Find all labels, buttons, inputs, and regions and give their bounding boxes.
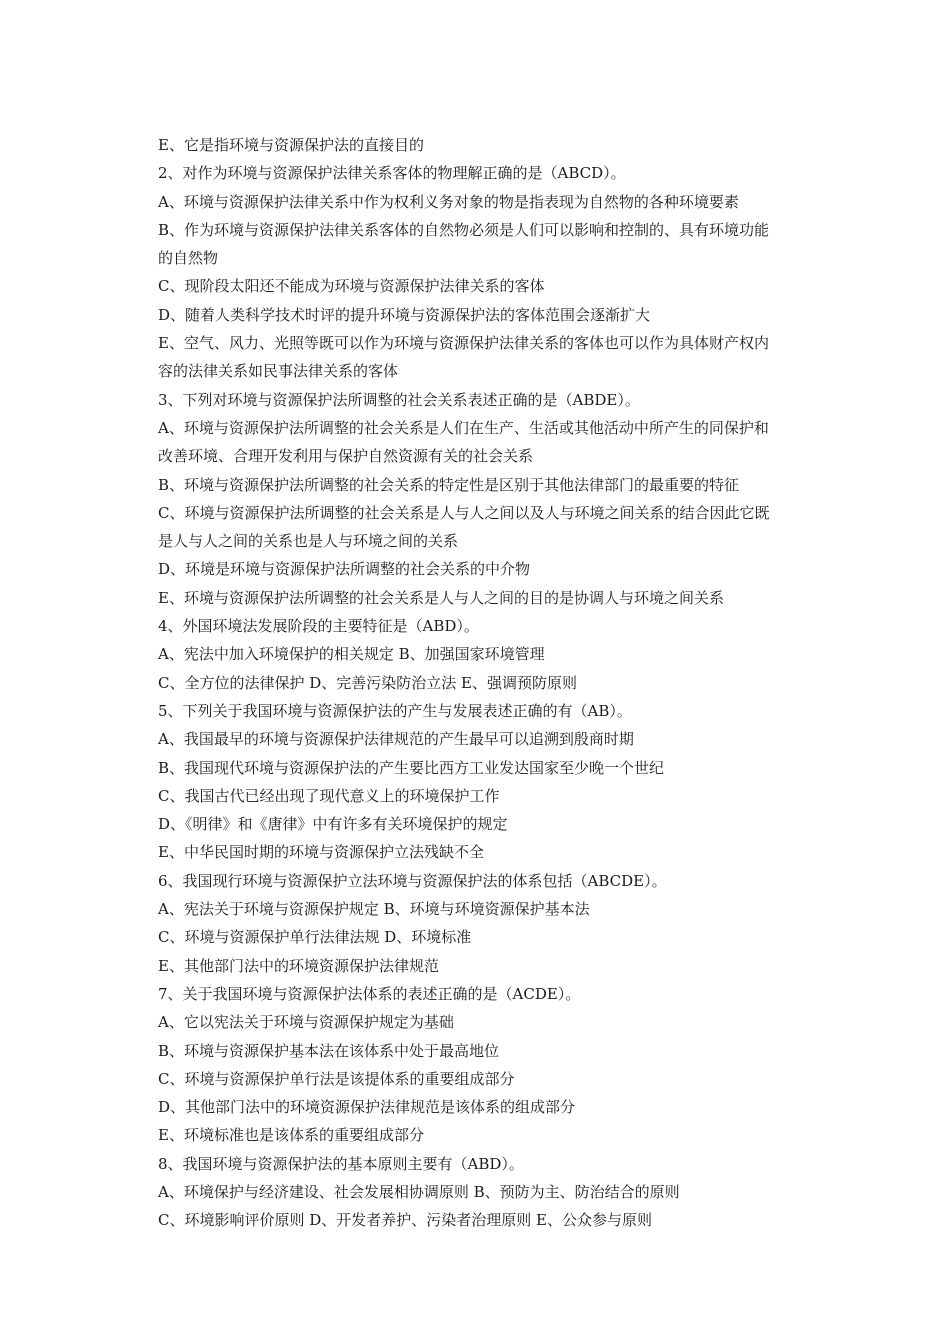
text-line: C、环境与资源保护单行法律法规 D、环境标准 [158,928,472,947]
text-line: E、环境标准也是该体系的重要组成部分 [158,1126,424,1145]
text-line: E、空气、风力、光照等既可以作为环境与资源保护法律关系的客体也可以作为具体财产权内 [158,334,769,353]
text-line: A、环境与资源保护法所调整的社会关系是人们在生产、生活或其他活动中所产生的同保护和 [158,418,769,437]
question-2: 2、对作为环境与资源保护法律关系客体的物理解正确的是（ABCD）。 [158,164,626,183]
text-line: D、随着人类科学技术时评的提升环境与资源保护法的客体范围会逐渐扩大 [158,305,651,324]
document-body [158,131,808,1235]
text-line: C、环境与资源保护单行法是该提体系的重要组成部分 [158,1069,515,1088]
text-line: A、宪法关于环境与资源保护规定 B、环境与环境资源保护基本法 [158,900,590,919]
text-line: 容的法律关系如民事法律关系的客体 [158,362,399,381]
question-4: 4、外国环境法发展阶段的主要特征是（ABD）。 [158,617,479,636]
text-line: B、环境与资源保护基本法在该体系中处于最高地位 [158,1041,500,1060]
text-line: D、环境是环境与资源保护法所调整的社会关系的中介物 [158,560,531,579]
text-line: 是人与人之间的关系也是人与环境之间的关系 [158,532,459,551]
question-6: 6、我国现行环境与资源保护立法环境与资源保护法的体系包括（ABCDE）。 [158,871,667,890]
text-line: E、它是指环境与资源保护法的直接目的 [158,136,424,154]
text-line: D、《明律》和《唐律》中有许多有关环境保护的规定 [158,815,508,834]
text-line: A、环境与资源保护法律关系中作为权利义务对象的物是指表现为自然物的各种环境要素 [158,192,739,211]
text-line: A、环境保护与经济建设、社会发展相协调原则 B、预防为主、防治结合的原则 [158,1182,680,1201]
text-line: A、我国最早的环境与资源保护法律规范的产生最早可以追溯到殷商时期 [158,730,634,749]
text-line: 的自然物 [158,249,219,268]
text-line: E、中华民国时期的环境与资源保护立法残缺不全 [158,843,484,862]
text-line: A、它以宪法关于环境与资源保护规定为基础 [158,1013,454,1032]
text-line: B、作为环境与资源保护法律关系客体的自然物必须是人们可以影响和控制的、具有环境功能 [158,220,770,239]
text-line: B、我国现代环境与资源保护法的产生要比西方工业发达国家至少晚一个世纪 [158,758,665,777]
text-line: C、现阶段太阳还不能成为环境与资源保护法律关系的客体 [158,277,545,296]
text-line: C、环境与资源保护法所调整的社会关系是人与人之间以及人与环境之间关系的结合因此它既 [158,503,770,522]
question-3: 3、下列对环境与资源保护法所调整的社会关系表述正确的是（ABDE）。 [158,390,640,409]
text-line: E、其他部门法中的环境资源保护法律规范 [158,956,439,975]
question-8: 8、我国环境与资源保护法的基本原则主要有（ABD）。 [158,1154,524,1173]
question-7: 7、关于我国环境与资源保护法体系的表述正确的是（ACDE）。 [158,984,581,1003]
text-line: C、我国古代已经出现了现代意义上的环境保护工作 [158,786,500,805]
text-line: 改善环境、合理开发利用与保护自然资源有关的社会关系 [158,447,534,466]
text-line: B、环境与资源保护法所调整的社会关系的特定性是区别于其他法律部门的最重要的特征 [158,475,740,494]
question-5: 5、下列关于我国环境与资源保护法的产生与发展表述正确的有（AB）。 [158,701,632,720]
text-line: A、宪法中加入环境保护的相关规定 B、加强国家环境管理 [158,645,545,664]
text-line: E、环境与资源保护法所调整的社会关系是人与人之间的目的是协调人与环境之间关系 [158,588,724,607]
text-line: D、其他部门法中的环境资源保护法律规范是该体系的组成部分 [158,1098,576,1117]
text-line: C、环境影响评价原则 D、开发者养护、污染者治理原则 E、公众参与原则 [158,1211,652,1230]
text-line: C、全方位的法律保护 D、完善污染防治立法 E、强调预防原则 [158,673,577,692]
